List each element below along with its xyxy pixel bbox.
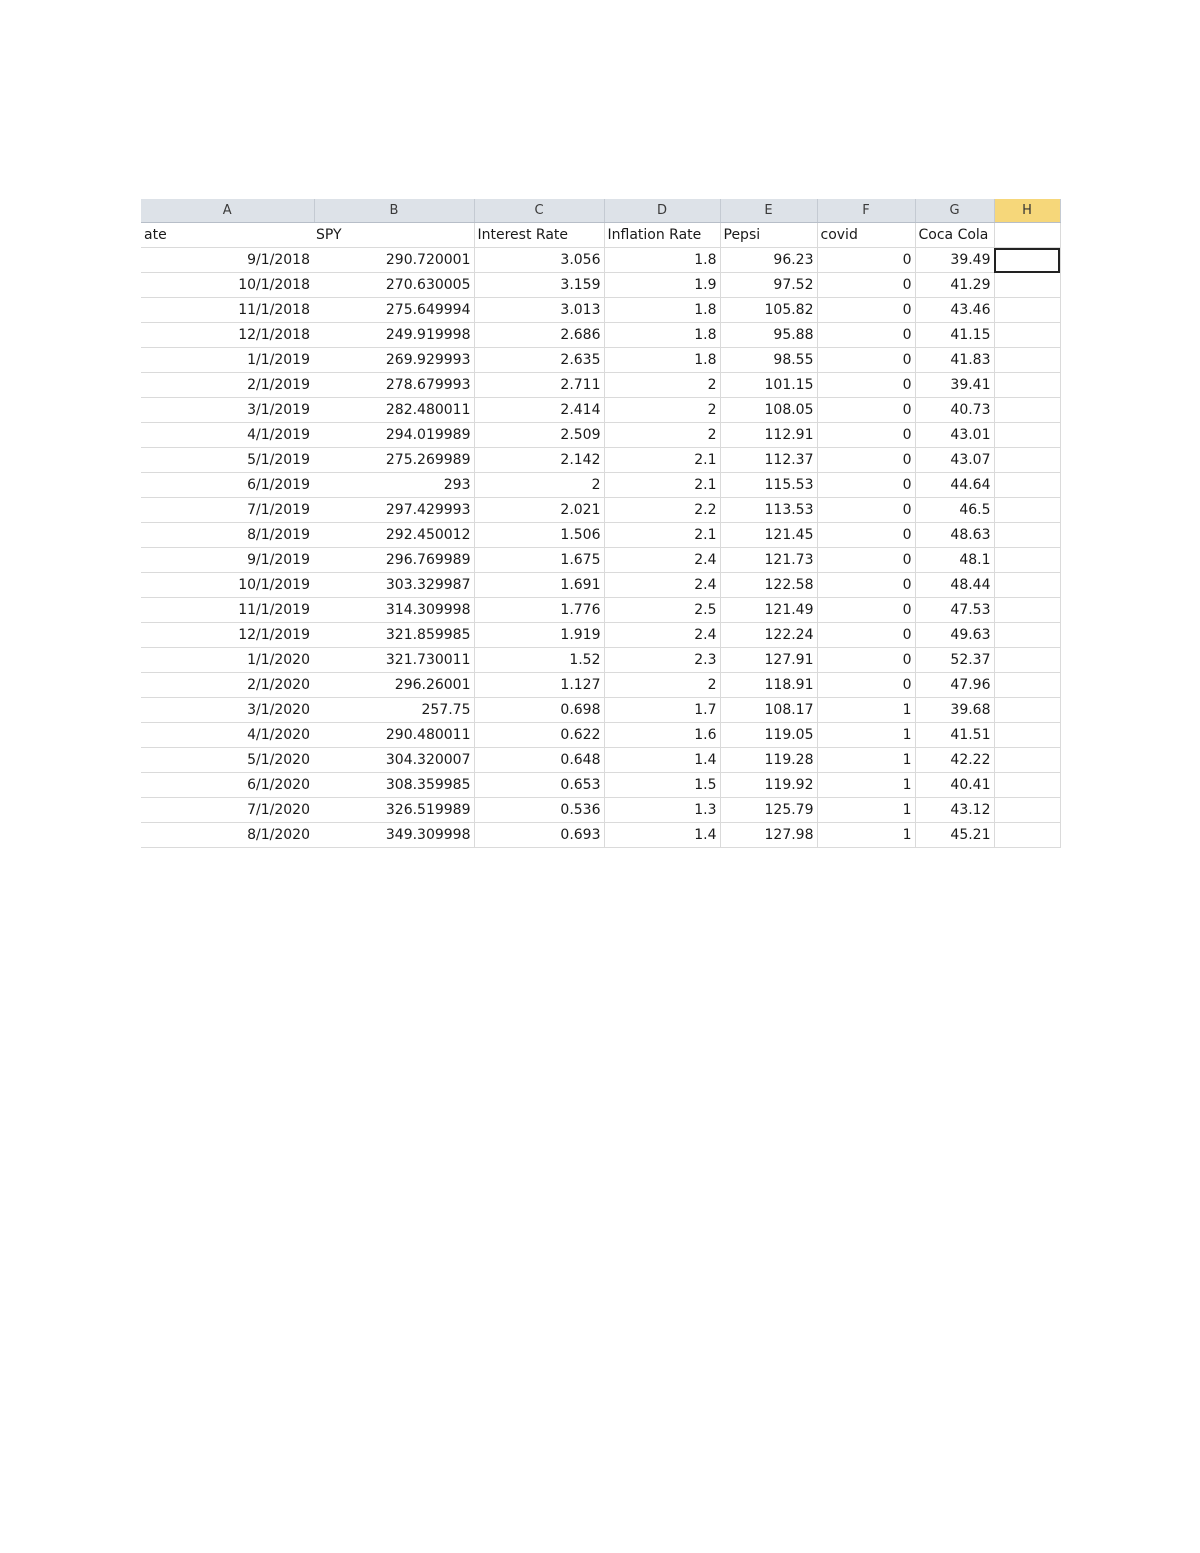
cell-h[interactable] — [994, 273, 1060, 298]
cell-interest-rate[interactable]: 1.52 — [474, 648, 604, 673]
table-row — [141, 373, 1060, 398]
cell-interest-rate[interactable]: 0.648 — [474, 748, 604, 773]
cell-covid[interactable]: 0 — [817, 298, 915, 323]
column-header-f[interactable]: F — [817, 199, 915, 223]
cell-date[interactable]: 3/1/2019 — [141, 398, 314, 423]
cell-spy[interactable]: 296.26001 — [314, 673, 474, 698]
cell-coca-cola[interactable]: 43.07 — [915, 448, 994, 473]
cell-pepsi[interactable]: 121.45 — [720, 523, 817, 548]
cell-date[interactable]: 12/1/2019 — [141, 623, 314, 648]
header-cell-inflation-rate[interactable]: Inflation Rate — [604, 223, 720, 248]
cell-covid[interactable]: 0 — [817, 548, 915, 573]
cell-spy[interactable]: 314.309998 — [314, 598, 474, 623]
cell-spy[interactable]: 275.649994 — [314, 298, 474, 323]
cell-inflation-rate[interactable]: 2.1 — [604, 523, 720, 548]
header-cell-date[interactable]: ate — [141, 223, 314, 248]
cell-coca-cola[interactable]: 41.15 — [915, 323, 994, 348]
cell-date[interactable]: 6/1/2019 — [141, 473, 314, 498]
table-row — [141, 348, 1060, 373]
cell-covid[interactable]: 0 — [817, 498, 915, 523]
table-row — [141, 523, 1060, 548]
cell-covid[interactable]: 0 — [817, 448, 915, 473]
cell-interest-rate[interactable]: 0.698 — [474, 698, 604, 723]
table-row — [141, 623, 1060, 648]
cell-covid[interactable]: 0 — [817, 323, 915, 348]
cell-date[interactable]: 2/1/2020 — [141, 673, 314, 698]
cell-covid[interactable]: 0 — [817, 473, 915, 498]
table-row — [141, 773, 1060, 798]
cell-covid[interactable]: 1 — [817, 748, 915, 773]
cell-covid[interactable]: 0 — [817, 598, 915, 623]
cell-interest-rate[interactable]: 1.691 — [474, 573, 604, 598]
column-header-g[interactable]: G — [915, 199, 994, 223]
cell-interest-rate[interactable]: 2.509 — [474, 423, 604, 448]
cell-h[interactable] — [994, 548, 1060, 573]
cell-inflation-rate[interactable]: 2.4 — [604, 623, 720, 648]
table-row — [141, 823, 1060, 848]
cell-pepsi[interactable]: 112.91 — [720, 423, 817, 448]
cell-pepsi[interactable]: 119.92 — [720, 773, 817, 798]
cell-date[interactable]: 10/1/2019 — [141, 573, 314, 598]
table-row — [141, 248, 1060, 273]
cell-pepsi[interactable]: 127.98 — [720, 823, 817, 848]
cell-inflation-rate[interactable]: 2.5 — [604, 598, 720, 623]
cell-date[interactable]: 3/1/2020 — [141, 698, 314, 723]
cell-inflation-rate[interactable]: 2.1 — [604, 448, 720, 473]
cell-coca-cola[interactable]: 39.41 — [915, 373, 994, 398]
cell-covid[interactable]: 1 — [817, 798, 915, 823]
cell-coca-cola[interactable]: 40.41 — [915, 773, 994, 798]
cell-date[interactable]: 1/1/2020 — [141, 648, 314, 673]
column-header-d[interactable]: D — [604, 199, 720, 223]
cell-interest-rate[interactable]: 2.142 — [474, 448, 604, 473]
cell-pepsi[interactable]: 122.58 — [720, 573, 817, 598]
cell-spy[interactable]: 290.480011 — [314, 723, 474, 748]
cell-h[interactable] — [994, 248, 1060, 273]
cell-inflation-rate[interactable]: 2.2 — [604, 498, 720, 523]
table-row — [141, 473, 1060, 498]
column-header-b[interactable]: B — [314, 199, 474, 223]
cell-coca-cola[interactable]: 42.22 — [915, 748, 994, 773]
cell-inflation-rate[interactable]: 2.4 — [604, 548, 720, 573]
cell-interest-rate[interactable]: 3.159 — [474, 273, 604, 298]
cell-pepsi[interactable]: 97.52 — [720, 273, 817, 298]
cell-h[interactable] — [994, 773, 1060, 798]
cell-pepsi[interactable]: 119.05 — [720, 723, 817, 748]
cell-covid[interactable]: 0 — [817, 248, 915, 273]
cell-interest-rate[interactable]: 0.653 — [474, 773, 604, 798]
cell-interest-rate[interactable]: 2.021 — [474, 498, 604, 523]
table-row — [141, 423, 1060, 448]
column-header-a[interactable]: A — [141, 199, 314, 223]
table-row — [141, 323, 1060, 348]
cell-h[interactable] — [994, 373, 1060, 398]
cell-coca-cola[interactable]: 44.64 — [915, 473, 994, 498]
field-header-row — [141, 223, 1060, 248]
cell-coca-cola[interactable]: 47.53 — [915, 598, 994, 623]
table-row — [141, 673, 1060, 698]
table-row — [141, 648, 1060, 673]
cell-h[interactable] — [994, 723, 1060, 748]
cell-spy[interactable]: 349.309998 — [314, 823, 474, 848]
cell-h[interactable] — [994, 498, 1060, 523]
cell-inflation-rate[interactable]: 1.7 — [604, 698, 720, 723]
cell-spy[interactable]: 294.019989 — [314, 423, 474, 448]
cell-coca-cola[interactable]: 40.73 — [915, 398, 994, 423]
cell-covid[interactable]: 0 — [817, 648, 915, 673]
header-cell-interest-rate[interactable]: Interest Rate — [474, 223, 604, 248]
cell-covid[interactable]: 0 — [817, 523, 915, 548]
column-header-e[interactable]: E — [720, 199, 817, 223]
cell-coca-cola[interactable]: 41.29 — [915, 273, 994, 298]
cell-date[interactable]: 5/1/2019 — [141, 448, 314, 473]
cell-covid[interactable]: 1 — [817, 723, 915, 748]
cell-spy[interactable]: 304.320007 — [314, 748, 474, 773]
cell-pepsi[interactable]: 127.91 — [720, 648, 817, 673]
table-row — [141, 273, 1060, 298]
cell-spy[interactable]: 321.859985 — [314, 623, 474, 648]
cell-spy[interactable]: 290.720001 — [314, 248, 474, 273]
cell-date[interactable]: 4/1/2020 — [141, 723, 314, 748]
cell-spy[interactable]: 278.679993 — [314, 373, 474, 398]
cell-interest-rate[interactable]: 1.675 — [474, 548, 604, 573]
cell-spy[interactable]: 275.269989 — [314, 448, 474, 473]
cell-coca-cola[interactable]: 43.46 — [915, 298, 994, 323]
cell-interest-rate[interactable]: 3.056 — [474, 248, 604, 273]
cell-coca-cola[interactable]: 48.44 — [915, 573, 994, 598]
cell-h[interactable] — [994, 523, 1060, 548]
cell-h[interactable] — [994, 698, 1060, 723]
cell-pepsi[interactable]: 101.15 — [720, 373, 817, 398]
cell-pepsi[interactable]: 119.28 — [720, 748, 817, 773]
cell-h[interactable] — [994, 473, 1060, 498]
column-header-row — [141, 199, 1060, 223]
cell-pepsi[interactable]: 112.37 — [720, 448, 817, 473]
cell-inflation-rate[interactable]: 1.5 — [604, 773, 720, 798]
header-cell-pepsi[interactable]: Pepsi — [720, 223, 817, 248]
cell-coca-cola[interactable]: 45.21 — [915, 823, 994, 848]
column-header-h[interactable]: H — [994, 199, 1060, 223]
cell-interest-rate[interactable]: 1.127 — [474, 673, 604, 698]
cell-inflation-rate[interactable]: 1.4 — [604, 748, 720, 773]
cell-date[interactable]: 5/1/2020 — [141, 748, 314, 773]
cell-date[interactable]: 9/1/2019 — [141, 548, 314, 573]
cell-coca-cola[interactable]: 46.5 — [915, 498, 994, 523]
cell-date[interactable]: 12/1/2018 — [141, 323, 314, 348]
cell-spy[interactable]: 249.919998 — [314, 323, 474, 348]
cell-h[interactable] — [994, 398, 1060, 423]
cell-coca-cola[interactable]: 43.12 — [915, 798, 994, 823]
cell-interest-rate[interactable]: 2.686 — [474, 323, 604, 348]
cell-interest-rate[interactable]: 2 — [474, 473, 604, 498]
cell-inflation-rate[interactable]: 2 — [604, 373, 720, 398]
cell-pepsi[interactable]: 115.53 — [720, 473, 817, 498]
cell-h[interactable] — [994, 623, 1060, 648]
cell-inflation-rate[interactable]: 2 — [604, 673, 720, 698]
table-row — [141, 698, 1060, 723]
cell-interest-rate[interactable]: 2.711 — [474, 373, 604, 398]
header-cell-covid[interactable]: covid — [817, 223, 915, 248]
cell-covid[interactable]: 0 — [817, 623, 915, 648]
cell-date[interactable]: 8/1/2019 — [141, 523, 314, 548]
table-row — [141, 498, 1060, 523]
cell-h[interactable] — [994, 598, 1060, 623]
cell-date[interactable]: 11/1/2019 — [141, 598, 314, 623]
column-header-c[interactable]: C — [474, 199, 604, 223]
cell-covid[interactable]: 0 — [817, 673, 915, 698]
cell-pepsi[interactable]: 105.82 — [720, 298, 817, 323]
table-row — [141, 798, 1060, 823]
spreadsheet-grid — [141, 199, 1061, 848]
header-cell-spy[interactable]: SPY — [314, 223, 474, 248]
cell-inflation-rate[interactable]: 2 — [604, 423, 720, 448]
cell-date[interactable]: 6/1/2020 — [141, 773, 314, 798]
cell-interest-rate[interactable]: 3.013 — [474, 298, 604, 323]
cell-coca-cola[interactable]: 52.37 — [915, 648, 994, 673]
cell-interest-rate[interactable]: 0.693 — [474, 823, 604, 848]
table-row — [141, 298, 1060, 323]
cell-spy[interactable]: 293 — [314, 473, 474, 498]
cell-covid[interactable]: 0 — [817, 273, 915, 298]
cell-covid[interactable]: 0 — [817, 573, 915, 598]
cell-spy[interactable]: 321.730011 — [314, 648, 474, 673]
table-row — [141, 598, 1060, 623]
cell-coca-cola[interactable]: 48.63 — [915, 523, 994, 548]
cell-spy[interactable]: 269.929993 — [314, 348, 474, 373]
cell-spy[interactable]: 296.769989 — [314, 548, 474, 573]
cell-interest-rate[interactable]: 1.506 — [474, 523, 604, 548]
cell-inflation-rate[interactable]: 1.4 — [604, 823, 720, 848]
cell-date[interactable]: 7/1/2019 — [141, 498, 314, 523]
cell-date[interactable]: 1/1/2019 — [141, 348, 314, 373]
cell-pepsi[interactable]: 125.79 — [720, 798, 817, 823]
cell-spy[interactable]: 303.329987 — [314, 573, 474, 598]
cell-covid[interactable]: 1 — [817, 773, 915, 798]
cell-interest-rate[interactable]: 2.414 — [474, 398, 604, 423]
cell-coca-cola[interactable]: 39.49 — [915, 248, 994, 273]
cell-pepsi[interactable]: 96.23 — [720, 248, 817, 273]
cell-pepsi[interactable]: 121.49 — [720, 598, 817, 623]
cell-inflation-rate[interactable]: 1.6 — [604, 723, 720, 748]
cell-coca-cola[interactable]: 48.1 — [915, 548, 994, 573]
cell-interest-rate[interactable]: 2.635 — [474, 348, 604, 373]
cell-inflation-rate[interactable]: 2.1 — [604, 473, 720, 498]
cell-pepsi[interactable]: 121.73 — [720, 548, 817, 573]
cell-interest-rate[interactable]: 0.536 — [474, 798, 604, 823]
cell-h[interactable] — [994, 323, 1060, 348]
table-row — [141, 448, 1060, 473]
cell-inflation-rate[interactable]: 1.8 — [604, 348, 720, 373]
cell-h[interactable] — [994, 798, 1060, 823]
cell-inflation-rate[interactable]: 2.3 — [604, 648, 720, 673]
cell-coca-cola[interactable]: 41.83 — [915, 348, 994, 373]
cell-inflation-rate[interactable]: 2 — [604, 398, 720, 423]
cell-spy[interactable]: 257.75 — [314, 698, 474, 723]
cell-covid[interactable]: 0 — [817, 398, 915, 423]
cell-inflation-rate[interactable]: 2.4 — [604, 573, 720, 598]
cell-date[interactable]: 4/1/2019 — [141, 423, 314, 448]
cell-interest-rate[interactable]: 0.622 — [474, 723, 604, 748]
cell-date[interactable]: 7/1/2020 — [141, 798, 314, 823]
cell-spy[interactable]: 292.450012 — [314, 523, 474, 548]
table-row — [141, 748, 1060, 773]
cell-coca-cola[interactable]: 43.01 — [915, 423, 994, 448]
cell-pepsi[interactable]: 95.88 — [720, 323, 817, 348]
cell-inflation-rate[interactable]: 1.9 — [604, 273, 720, 298]
cell-interest-rate[interactable]: 1.776 — [474, 598, 604, 623]
cell-pepsi[interactable]: 122.24 — [720, 623, 817, 648]
cell-pepsi[interactable]: 108.17 — [720, 698, 817, 723]
table-row — [141, 723, 1060, 748]
cell-h[interactable] — [994, 423, 1060, 448]
cell-h[interactable] — [994, 298, 1060, 323]
table-row — [141, 398, 1060, 423]
grid-body — [141, 199, 1060, 848]
cell-covid[interactable]: 1 — [817, 698, 915, 723]
cell-h[interactable] — [994, 823, 1060, 848]
cell-inflation-rate[interactable]: 1.8 — [604, 298, 720, 323]
cell-coca-cola[interactable]: 39.68 — [915, 698, 994, 723]
cell-pepsi[interactable]: 108.05 — [720, 398, 817, 423]
header-cell-coca-cola[interactable]: Coca Cola — [915, 223, 994, 248]
cell-h[interactable] — [994, 448, 1060, 473]
cell-interest-rate[interactable]: 1.919 — [474, 623, 604, 648]
cell-pepsi[interactable]: 118.91 — [720, 673, 817, 698]
cell-inflation-rate[interactable]: 1.3 — [604, 798, 720, 823]
cell-date[interactable]: 8/1/2020 — [141, 823, 314, 848]
cell-spy[interactable]: 282.480011 — [314, 398, 474, 423]
cell-covid[interactable]: 0 — [817, 348, 915, 373]
cell-h[interactable] — [994, 673, 1060, 698]
cell-covid[interactable]: 1 — [817, 823, 915, 848]
cell-coca-cola[interactable]: 49.63 — [915, 623, 994, 648]
cell-covid[interactable]: 0 — [817, 373, 915, 398]
cell-spy[interactable]: 326.519989 — [314, 798, 474, 823]
cell-h[interactable] — [994, 348, 1060, 373]
header-cell-h[interactable] — [994, 223, 1060, 248]
cell-covid[interactable]: 0 — [817, 423, 915, 448]
cell-inflation-rate[interactable]: 1.8 — [604, 323, 720, 348]
cell-spy[interactable]: 308.359985 — [314, 773, 474, 798]
cell-date[interactable]: 11/1/2018 — [141, 298, 314, 323]
cell-inflation-rate[interactable]: 1.8 — [604, 248, 720, 273]
cell-date[interactable]: 9/1/2018 — [141, 248, 314, 273]
cell-pepsi[interactable]: 98.55 — [720, 348, 817, 373]
table-row — [141, 548, 1060, 573]
cell-h[interactable] — [994, 573, 1060, 598]
cell-pepsi[interactable]: 113.53 — [720, 498, 817, 523]
cell-coca-cola[interactable]: 41.51 — [915, 723, 994, 748]
table-row — [141, 573, 1060, 598]
cell-h[interactable] — [994, 648, 1060, 673]
cell-spy[interactable]: 270.630005 — [314, 273, 474, 298]
cell-date[interactable]: 10/1/2018 — [141, 273, 314, 298]
cell-h[interactable] — [994, 748, 1060, 773]
cell-date[interactable]: 2/1/2019 — [141, 373, 314, 398]
cell-coca-cola[interactable]: 47.96 — [915, 673, 994, 698]
cell-spy[interactable]: 297.429993 — [314, 498, 474, 523]
